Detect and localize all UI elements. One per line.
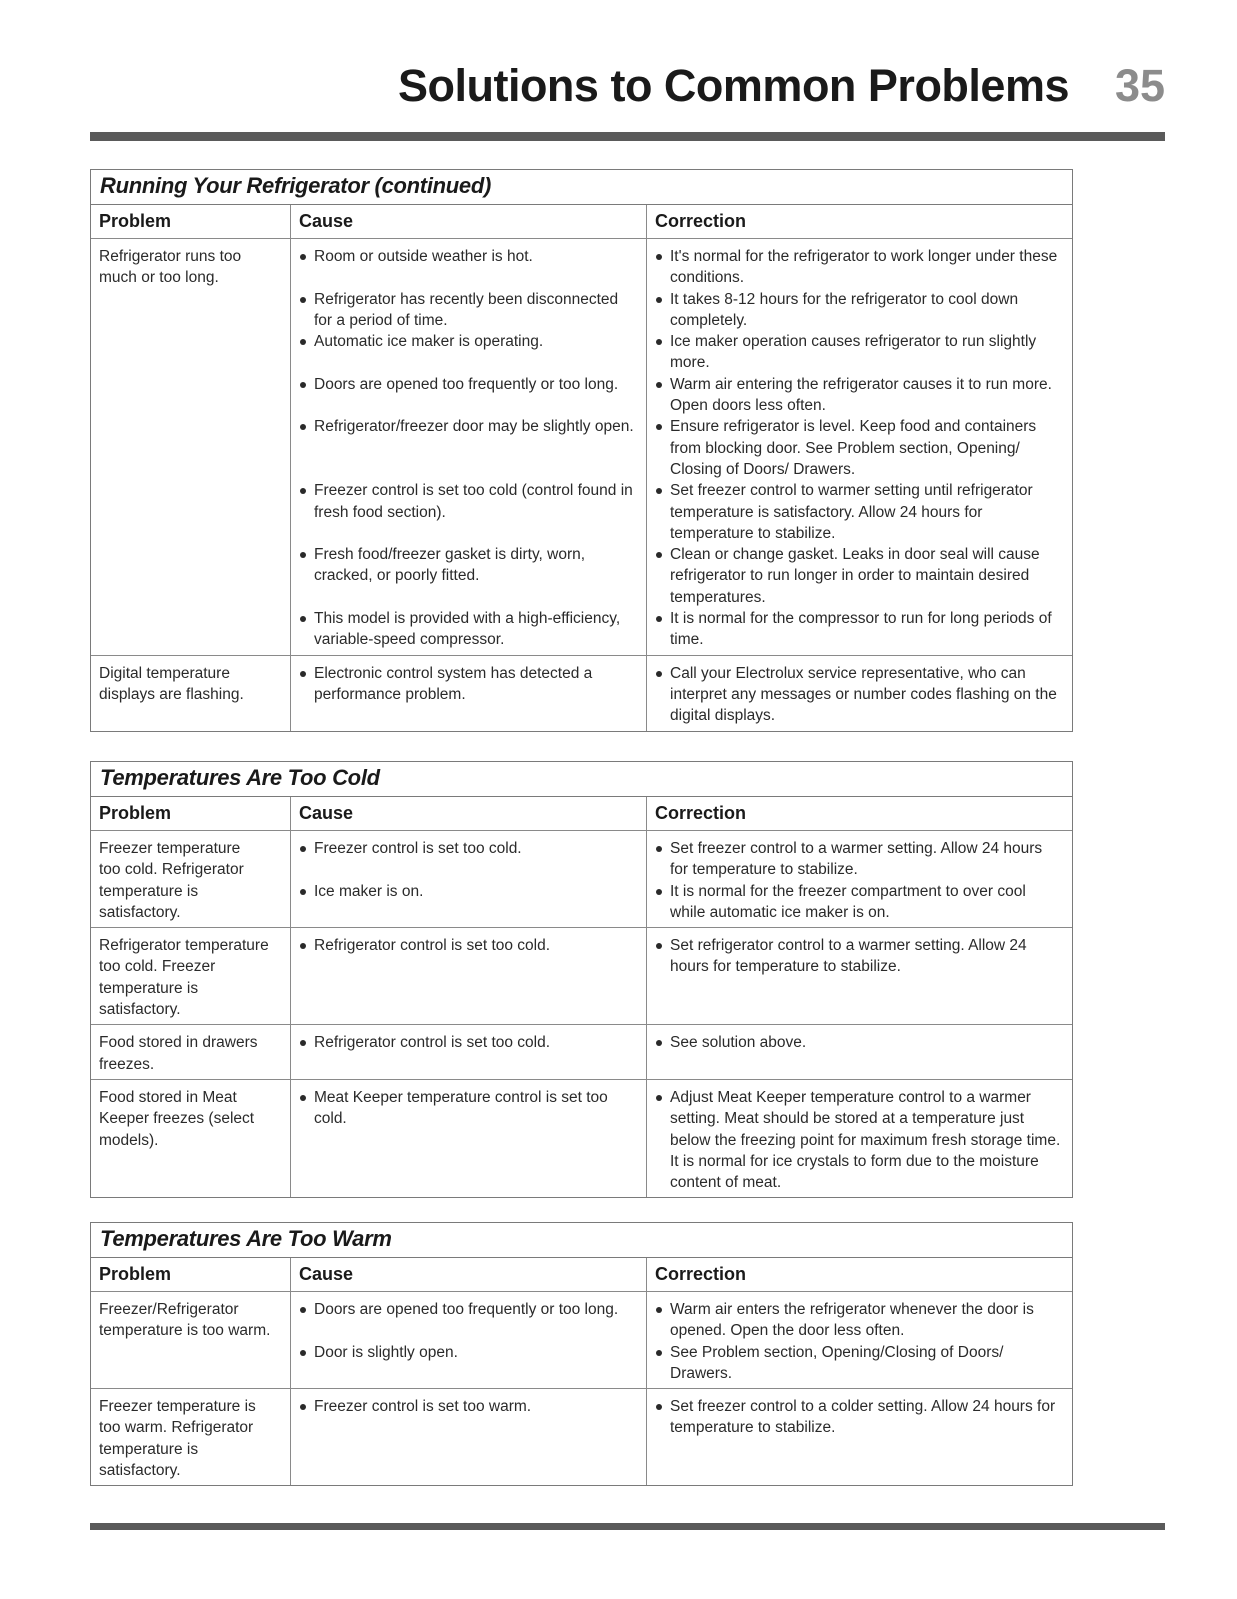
problem-line: Food stored in drawers	[99, 1034, 258, 1052]
bullet-icon	[300, 1040, 306, 1046]
correction-item	[655, 1396, 1064, 1439]
cause-cell	[291, 656, 647, 731]
cause-text: Fresh food/freezer gasket is dirty, worn, cracked, or poorly fitted.	[314, 546, 586, 585]
correction-text: It is normal for the freezer compartment to over cool while automatic ice maker is on.	[670, 882, 1026, 921]
cause-item	[299, 416, 638, 480]
correction-item	[655, 374, 1064, 417]
cause-text: Door is slightly open.	[314, 1343, 458, 1361]
correction-text: Ensure refrigerator is level. Keep food and containers from blocking door. See Problem section, Opening/ Closing of Doors/ Drawers.	[670, 418, 1037, 478]
correction-item	[655, 544, 1064, 608]
cause-text: Freezer control is set too warm.	[314, 1398, 532, 1416]
bullet-icon	[300, 846, 306, 852]
cause-cell	[291, 1389, 647, 1485]
problem-line: Refrigerator temperature	[99, 937, 269, 955]
correction-text: Set freezer control to a colder setting. Allow 24 hours for temperature to stabilize.	[670, 1398, 1056, 1437]
cause-text: Freezer control is set too cold (control found in fresh food section).	[314, 482, 633, 521]
page-number: 35	[1114, 60, 1165, 111]
table-row	[91, 831, 1072, 928]
problem-cell	[91, 239, 291, 655]
correction-item	[655, 416, 1064, 480]
correction-text: It takes 8-12 hours for the refrigerator to cool down completely.	[670, 290, 1019, 329]
bullet-icon	[300, 889, 306, 895]
cause-item	[299, 331, 638, 374]
cause-item	[299, 246, 638, 289]
correction-cell	[647, 1292, 1072, 1388]
bullet-icon	[656, 339, 662, 345]
bullet-icon	[300, 671, 306, 677]
cause-text: Refrigerator has recently been disconnected for a period of time.	[314, 290, 619, 329]
bullet-icon	[300, 943, 306, 949]
problem-line: Freezer temperature is	[99, 1398, 256, 1416]
bullet-icon	[656, 943, 662, 949]
header-rule	[90, 132, 1165, 141]
table-header-row	[91, 797, 1072, 831]
bullet-icon	[656, 1404, 662, 1410]
correction-text: Set refrigerator control to a warmer setting. Allow 24 hours for temperature to stabilize.	[670, 937, 1027, 976]
bullet-icon	[656, 424, 662, 430]
problem-cell	[91, 1389, 291, 1485]
cause-text: Electronic control system has detected a performance problem.	[314, 664, 593, 703]
column-header-cause: Cause	[291, 205, 647, 238]
footer-rule	[90, 1523, 1165, 1530]
bullet-icon	[656, 297, 662, 303]
problem-line: temperature is	[99, 882, 199, 900]
correction-item	[655, 331, 1064, 374]
correction-text: Warm air entering the refrigerator causes it to run more. Open doors less often.	[670, 375, 1052, 415]
problem-line: Food stored in Meat	[99, 1088, 237, 1106]
correction-cell	[647, 831, 1072, 927]
page-title: Solutions to Common Problems	[397, 60, 1069, 111]
correction-text: See solution above.	[670, 1034, 807, 1052]
bullet-icon	[300, 616, 306, 622]
table-row	[91, 1292, 1072, 1389]
cause-item	[299, 1087, 638, 1130]
correction-cell	[647, 1080, 1072, 1197]
bullet-icon	[656, 1040, 662, 1046]
cause-item	[299, 289, 638, 332]
table-row	[91, 1025, 1072, 1080]
cause-item	[299, 935, 638, 956]
bullet-icon	[300, 254, 306, 260]
table-header-row	[91, 205, 1072, 239]
cause-text: This model is provided with a high-efficiency, variable-speed compressor.	[314, 610, 621, 649]
correction-item	[655, 935, 1064, 978]
cause-text: Refrigerator/freezer door may be slightly open.	[314, 418, 634, 436]
bullet-icon	[300, 297, 306, 303]
cause-item	[299, 1396, 638, 1417]
correction-cell	[647, 239, 1072, 655]
cause-text: Doors are opened too frequently or too long.	[314, 1301, 619, 1318]
bullet-icon	[300, 1404, 306, 1410]
correction-item	[655, 663, 1064, 727]
table-row	[91, 239, 1072, 656]
problem-cell	[91, 928, 291, 1024]
correction-text: Clean or change gasket. Leaks in door seal will cause refrigerator to run longer in order to maintain desired temperatures.	[670, 546, 1040, 606]
table-header-row	[91, 1258, 1072, 1292]
cause-cell	[291, 1292, 647, 1388]
table-row	[91, 1080, 1072, 1197]
bullet-icon	[656, 488, 662, 494]
section-temperatures-too-warm	[90, 1222, 1073, 1486]
correction-cell	[647, 656, 1072, 731]
cause-item	[299, 881, 638, 902]
section-temperatures-too-cold	[90, 761, 1073, 1198]
cause-cell	[291, 1025, 647, 1079]
problem-cell	[91, 1025, 291, 1079]
correction-item	[655, 480, 1064, 544]
problem-cell	[91, 1080, 291, 1197]
problem-line: Keeper freezes (select	[99, 1110, 255, 1128]
cause-text: Refrigerator control is set too cold.	[314, 1034, 551, 1052]
cause-cell	[291, 831, 647, 927]
cause-text: Freezer control is set too cold.	[314, 840, 522, 857]
column-header-problem: Problem	[91, 205, 291, 238]
bullet-icon	[656, 382, 662, 388]
correction-item	[655, 881, 1064, 924]
cause-text: Room or outside weather is hot.	[314, 248, 533, 265]
bullet-icon	[656, 552, 662, 558]
correction-item	[655, 838, 1064, 881]
problem-line: too cold. Freezer	[99, 958, 216, 976]
problem-line: satisfactory.	[99, 1462, 181, 1480]
correction-cell	[647, 1389, 1072, 1485]
problem-line: Digital temperature	[99, 664, 230, 682]
correction-item	[655, 289, 1064, 332]
problem-line: Refrigerator runs too	[99, 248, 242, 265]
bullet-icon	[656, 846, 662, 852]
problem-line: models).	[99, 1131, 159, 1149]
bullet-icon	[656, 671, 662, 677]
correction-text: Warm air enters the refrigerator whenever the door is opened. Open the door less often.	[670, 1301, 1034, 1340]
section-running-refrigerator	[90, 169, 1073, 732]
bullet-icon	[656, 616, 662, 622]
cause-item	[299, 544, 638, 608]
column-header-correction: Correction	[655, 803, 747, 823]
bullet-icon	[656, 1095, 662, 1101]
correction-item	[655, 1087, 1064, 1193]
section-title: Running Your Refrigerator (continued)	[91, 170, 1072, 205]
correction-cell	[647, 1025, 1072, 1079]
bullet-icon	[300, 424, 306, 430]
section-title: Temperatures Are Too Cold	[91, 762, 1072, 797]
correction-text: Ice maker operation causes refrigerator to run slightly more.	[670, 333, 1037, 372]
correction-text: See Problem section, Opening/Closing of Doors/ Drawers.	[670, 1343, 1004, 1382]
problem-line: Freezer temperature	[99, 840, 241, 857]
column-header-correction: Correction	[655, 1264, 747, 1284]
correction-item	[655, 608, 1064, 651]
problem-line: satisfactory.	[99, 903, 181, 921]
bullet-icon	[300, 339, 306, 345]
cause-text: Refrigerator control is set too cold.	[314, 937, 551, 955]
cause-item	[299, 1342, 638, 1363]
problem-cell	[91, 1292, 291, 1388]
correction-text: It's normal for the refrigerator to work longer under these conditions.	[670, 248, 1058, 287]
bullet-icon	[300, 1350, 306, 1356]
correction-item	[655, 1299, 1064, 1342]
cause-item	[299, 608, 638, 651]
correction-item	[655, 1342, 1064, 1385]
problem-line: too cold. Refrigerator	[99, 861, 244, 879]
problem-line: temperature is too warm.	[99, 1322, 271, 1340]
cause-cell	[291, 928, 647, 1024]
column-header-correction: Correction	[655, 211, 747, 231]
section-title: Temperatures Are Too Warm	[91, 1223, 1072, 1258]
bullet-icon	[300, 1095, 306, 1101]
problem-cell	[91, 831, 291, 927]
page-header	[90, 60, 1165, 120]
problem-line: too warm. Refrigerator	[99, 1419, 254, 1437]
correction-text: Call your Electrolux service representative, who can interpret any messages or number codes flashing on the digital displays.	[670, 664, 1057, 725]
cause-item	[299, 374, 638, 417]
cause-text: Automatic ice maker is operating.	[314, 333, 544, 351]
problem-line: much or too long.	[99, 269, 219, 287]
bullet-icon	[656, 254, 662, 260]
correction-text: Adjust Meat Keeper temperature control to a warmer setting. Meat should be stored at a temperature just below the freezing point for maximum fresh storage time. It is normal for ice crystals to form due to the moisture content of meat.	[670, 1088, 1061, 1192]
problem-line: Freezer/Refrigerator	[99, 1301, 239, 1318]
problem-line: displays are flashing.	[99, 685, 244, 703]
cause-cell	[291, 239, 647, 655]
problem-line: satisfactory.	[99, 1001, 181, 1019]
table-row	[91, 928, 1072, 1025]
cause-item	[299, 1032, 638, 1053]
cause-text: Doors are opened too frequently or too long.	[314, 375, 619, 393]
column-header-cause: Cause	[291, 1258, 647, 1291]
cause-item	[299, 838, 638, 881]
problem-line: temperature is	[99, 979, 199, 997]
column-header-cause: Cause	[291, 797, 647, 830]
bullet-icon	[300, 488, 306, 494]
bullet-icon	[656, 1307, 662, 1313]
column-header-problem: Problem	[91, 1258, 291, 1291]
column-header-problem: Problem	[91, 797, 291, 830]
cause-item	[299, 480, 638, 544]
correction-text: Set freezer control to a warmer setting. Allow 24 hours for temperature to stabilize.	[670, 840, 1043, 879]
cause-text: Ice maker is on.	[314, 882, 424, 900]
problem-cell	[91, 656, 291, 731]
correction-text: It is normal for the compressor to run for long periods of time.	[670, 610, 1052, 649]
cause-item	[299, 663, 638, 706]
cause-item	[299, 1299, 638, 1342]
table-row	[91, 1389, 1072, 1485]
problem-line: freezes.	[99, 1055, 155, 1073]
bullet-icon	[300, 552, 306, 558]
cause-cell	[291, 1080, 647, 1197]
table-row	[91, 656, 1072, 731]
correction-item	[655, 246, 1064, 289]
bullet-icon	[656, 889, 662, 895]
correction-cell	[647, 928, 1072, 1024]
correction-item	[655, 1032, 1064, 1053]
correction-text: Set freezer control to warmer setting until refrigerator temperature is satisfactory. Allow 24 hours for temperature to stabilize.	[670, 482, 1033, 542]
problem-line: temperature is	[99, 1440, 199, 1458]
bullet-icon	[300, 1307, 306, 1313]
cause-text: Meat Keeper temperature control is set too cold.	[314, 1088, 608, 1128]
bullet-icon	[656, 1350, 662, 1356]
bullet-icon	[300, 382, 306, 388]
